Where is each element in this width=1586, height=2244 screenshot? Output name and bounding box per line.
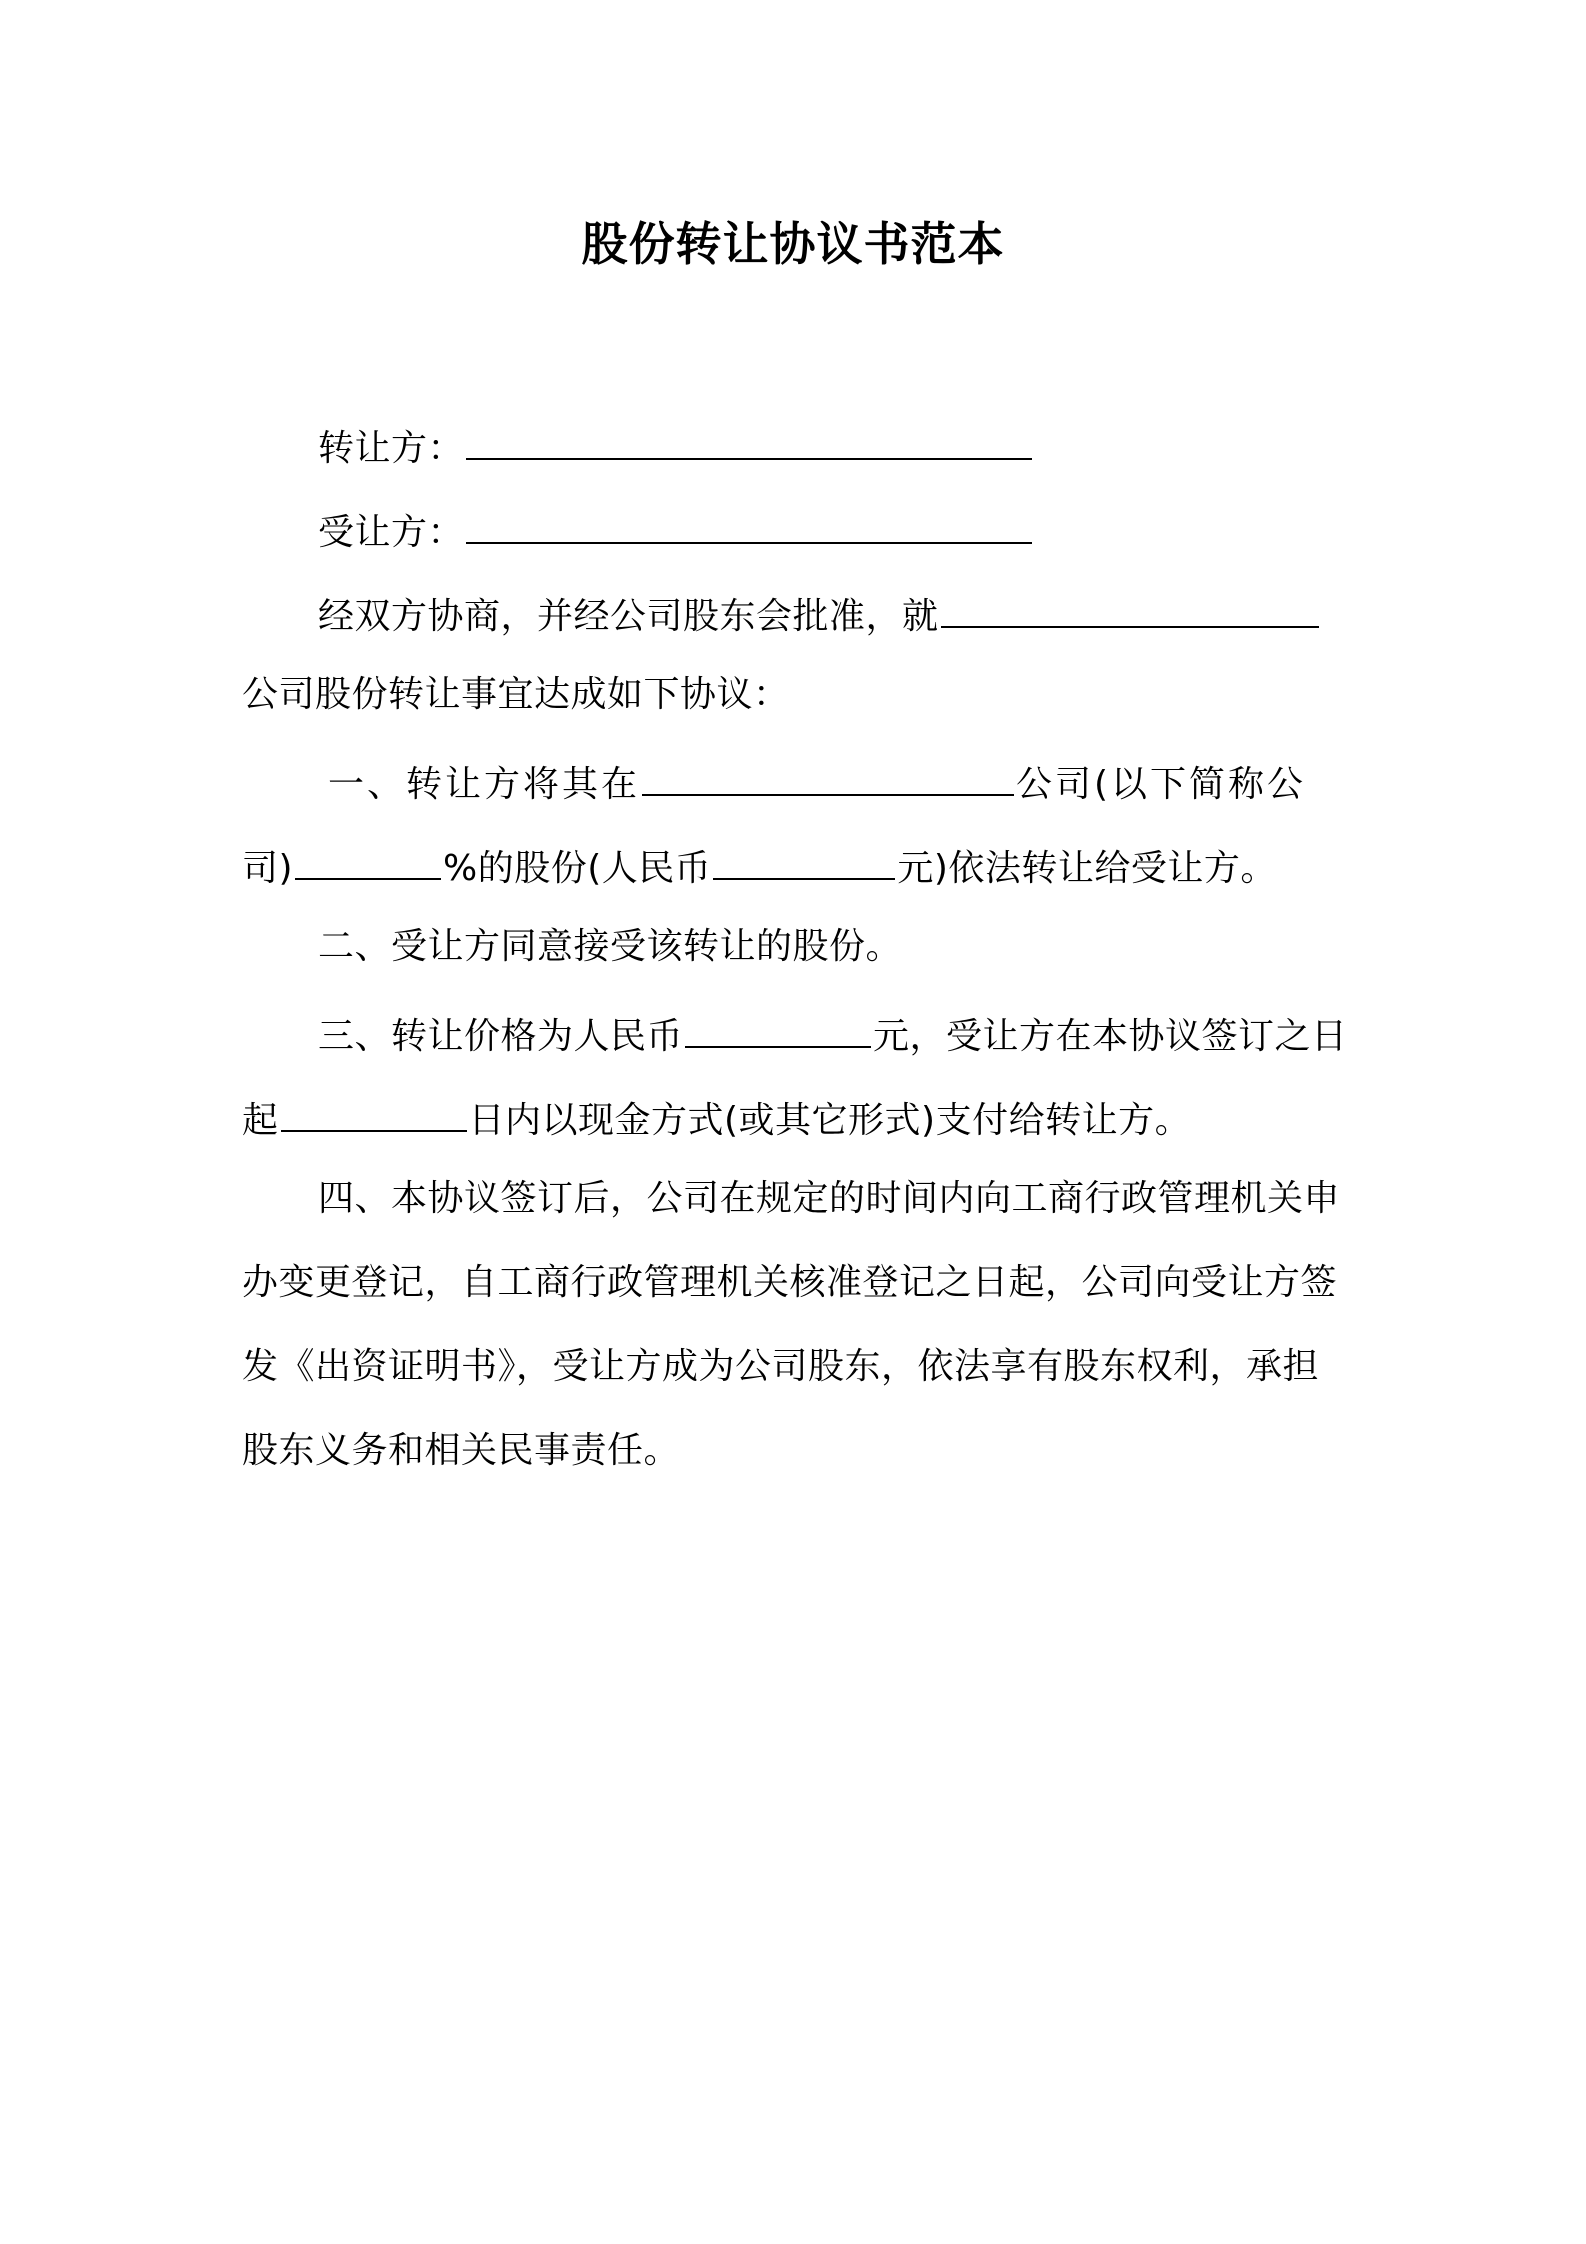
clause2-line-1: [318, 922, 902, 972]
clause1-text-b: 公司(以下简称公: [1016, 764, 1307, 805]
clause1-text-c: 司): [242, 848, 294, 889]
clause3-line-1: [318, 1006, 1348, 1062]
intro-line-1: [318, 586, 1321, 642]
transferor-label: 转让方：: [318, 428, 465, 469]
clause1-company-blank[interactable]: [642, 754, 1014, 796]
intro-text-2: 公司股份转让事宜达成如下协议：: [242, 674, 790, 715]
price-blank[interactable]: [685, 1006, 871, 1048]
clause4-text-4: 股东义务和相关民事责任。: [242, 1430, 681, 1471]
clause4-line-4: [242, 1426, 680, 1476]
clause1-line-1: [328, 754, 1306, 810]
intro-line-2: [242, 670, 790, 720]
clause3-line-2: [242, 1090, 1191, 1146]
clause4-text-1: 四、本协议签订后，公司在规定的时间内向工商行政管理机关申: [318, 1178, 1341, 1219]
payment-days-blank[interactable]: [281, 1090, 467, 1132]
clause4-line-2: [242, 1258, 1337, 1308]
intro-text-1: 经双方协商，并经公司股东会批准，就: [318, 596, 939, 637]
transferor-blank[interactable]: [466, 418, 1032, 460]
transferee-blank[interactable]: [466, 502, 1032, 544]
clause1-text-a: 一、转让方将其在: [328, 764, 641, 805]
clause3-text-b: 元，受让方在本协议签订之日: [873, 1016, 1348, 1057]
share-percent-blank[interactable]: [295, 838, 441, 880]
clause4-line-3: [242, 1342, 1319, 1392]
clause1-text-d: %的股份(人民币: [443, 848, 712, 889]
transferee-label: 受让方：: [318, 512, 465, 553]
clause4-text-3: 发《出资证明书》，受让方成为公司股东，依法享有股东权利，承担: [242, 1346, 1320, 1387]
clause4-line-1: [318, 1174, 1340, 1224]
clause1-line-2: [242, 838, 1277, 894]
company-name-blank[interactable]: [941, 586, 1319, 628]
transferor-line: [318, 418, 1034, 474]
clause2-text: 二、受让方同意接受该转让的股份。: [318, 926, 903, 967]
share-amount-blank[interactable]: [713, 838, 895, 880]
clause1-text-e: 元)依法转让给受让方。: [897, 848, 1277, 889]
clause3-text-a: 三、转让价格为人民币: [318, 1016, 684, 1057]
clause4-text-2: 办变更登记，自工商行政管理机关核准登记之日起，公司向受让方签: [242, 1262, 1338, 1303]
clause3-text-c: 起: [242, 1100, 279, 1141]
clause3-text-d: 日内以现金方式(或其它形式)支付给转让方。: [468, 1100, 1192, 1141]
transferee-line: [318, 502, 1034, 558]
document-title: 股份转让协议书范本: [581, 217, 1005, 271]
